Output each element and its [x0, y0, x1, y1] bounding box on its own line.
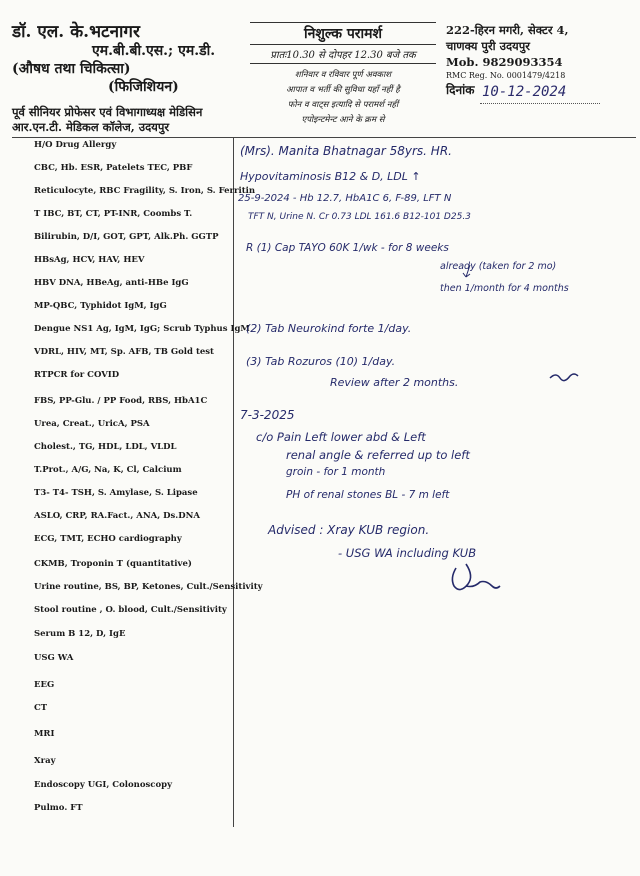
holiday-note: शनिवार व रविवार पूर्ण अवकाश: [294, 70, 392, 80]
rx-line-3: (3) Tab Rozuros (10) 1/day.: [246, 355, 396, 368]
test-item: MP-QBC, Typhidot IgM, IgG: [34, 301, 167, 311]
test-item: T.Prot., A/G, Na, K, Cl, Calcium: [34, 465, 182, 475]
past-history: PH of renal stones BL - 7 m left: [286, 489, 450, 501]
doctor-speciality: (औषध तथा चिकित्सा): [12, 61, 131, 77]
emergency-note: आपात व भर्ती की सुविधा यहाँ नहीं है: [286, 85, 400, 95]
test-item: VDRL, HIV, MT, Sp. AFB, TB Gold test: [34, 347, 214, 357]
registration-number: RMC Reg. No. 0001479/4218: [446, 71, 566, 80]
test-item: Urea, Creat., UricA, PSA: [34, 419, 150, 429]
test-item: Dengue NS1 Ag, IgM, IgG; Scrub Typhus IgM: [34, 324, 250, 334]
test-item: Pulmo. FT: [34, 803, 83, 813]
former-line-2: आर.एन.टी. मेडिकल कॉलेज, उदयपुर: [12, 120, 170, 134]
rx-line-1: R (1) Cap TAYO 60K 1/wk - for 8 weeks: [246, 242, 449, 254]
test-item: RTPCR for COVID: [34, 370, 120, 380]
review-note: Review after 2 months.: [330, 376, 459, 389]
test-item: ASLO, CRP, RA.Fact., ANA, Ds.DNA: [34, 511, 200, 521]
phone-note: फोन व वाट्स इत्यादि से परामर्श नहीं: [287, 100, 399, 110]
address-line-1: 222-हिरन मगरी, सेक्टर 4,: [446, 23, 569, 37]
test-item: Stool routine , O. blood, Cult./Sensitivity: [34, 605, 227, 615]
mobile-number: Mob. 9829093354: [446, 55, 563, 69]
consult-timing: प्रातः10.30 से दोपहर 12.30 बजे तक: [250, 45, 436, 64]
followup-date: 7-3-2025: [240, 408, 295, 422]
test-item: EEG: [34, 680, 55, 690]
test-item: T IBC, BT, CT, PT-INR, Coombs T.: [34, 209, 193, 219]
test-item: Reticulocyte, RBC Fragility, S. Iron, S. Ferritin: [34, 186, 256, 196]
former-line-1: पूर्व सीनियर प्रोफेसर एवं विभागाध्यक्ष मेडिसिन: [12, 105, 203, 119]
test-item: H/O Drug Allergy: [34, 140, 117, 150]
date-label: दिनांक: [446, 83, 475, 97]
doctor-degree: एम.बी.बी.एस.; एम.डी.: [92, 43, 216, 59]
test-item: USG WA: [34, 653, 74, 663]
test-item: HBV DNA, HBeAg, anti-HBe IgG: [34, 278, 189, 288]
test-item: ECG, TMT, ECHO cardiography: [34, 534, 182, 544]
test-item: CT: [34, 703, 48, 713]
consult-title: निशुल्क परामर्श: [250, 22, 436, 45]
test-item: Serum B 12, D, IgE: [34, 629, 126, 639]
doctor-signature: [452, 564, 500, 590]
test-item: Xray: [34, 756, 56, 766]
address-line-2: चाणक्य पुरी उदयपुर: [446, 39, 530, 53]
test-item: Endoscopy UGI, Colonoscopy: [34, 780, 173, 790]
date-value: 10-12-2024: [482, 84, 567, 100]
diagnosis-line: Hypovitaminosis B12 & D, LDL ↑: [240, 170, 421, 183]
test-item: CKMB, Troponin T (quantitative): [34, 559, 192, 569]
patient-name: (Mrs). Manita Bhatnagar 58yrs. HR.: [240, 144, 452, 158]
test-item: Urine routine, BS, BP, Ketones, Cult./Sensitivity: [34, 582, 263, 592]
test-item: Bilirubin, D/I, GOT, GPT, Alk.Ph. GGTP: [34, 232, 219, 242]
doctor-title: (फिजिशियन): [108, 79, 179, 95]
rx-line-1-followup: then 1/month for 4 months: [440, 283, 569, 294]
appointment-note: एपोइन्टमेन्ट आने के क्रम से: [301, 115, 385, 125]
test-item: Cholest., TG, HDL, LDL, VLDL: [34, 442, 177, 452]
review-signature: [550, 374, 578, 381]
rx-line-2: (2) Tab Neurokind forte 1/day.: [246, 322, 412, 335]
test-item: T3- T4- TSH, S. Amylase, S. Lipase: [34, 488, 198, 498]
complaint-line-3: groin - for 1 month: [286, 466, 386, 478]
test-item: HBsAg, HCV, HAV, HEV: [34, 255, 145, 265]
lab-results-line-2: TFT N, Urine N. Cr 0.73 LDL 161.6 B12-101 D25.3: [248, 212, 471, 222]
advice-line-2: - USG WA including KUB: [338, 546, 477, 560]
complaint-line-1: c/o Pain Left lower abd & Left: [256, 430, 426, 444]
test-item: CBC, Hb. ESR, Patelets TEC, PBF: [34, 163, 193, 173]
test-item: FBS, PP-Glu. / PP Food, RBS, HbA1C: [34, 396, 208, 406]
advice-line-1: Advised : Xray KUB region.: [268, 523, 430, 537]
dose-arrow: [463, 265, 470, 277]
doctor-name: डॉ. एल. के.भटनागर: [12, 22, 140, 42]
complaint-line-2: renal angle & referred up to left: [286, 448, 470, 462]
test-item: MRI: [34, 729, 55, 739]
lab-results-line-1: 25-9-2024 - Hb 12.7, HbA1C 6, F-89, LFT N: [238, 193, 452, 204]
rx-line-1-note: already (taken for 2 mo): [440, 261, 557, 272]
